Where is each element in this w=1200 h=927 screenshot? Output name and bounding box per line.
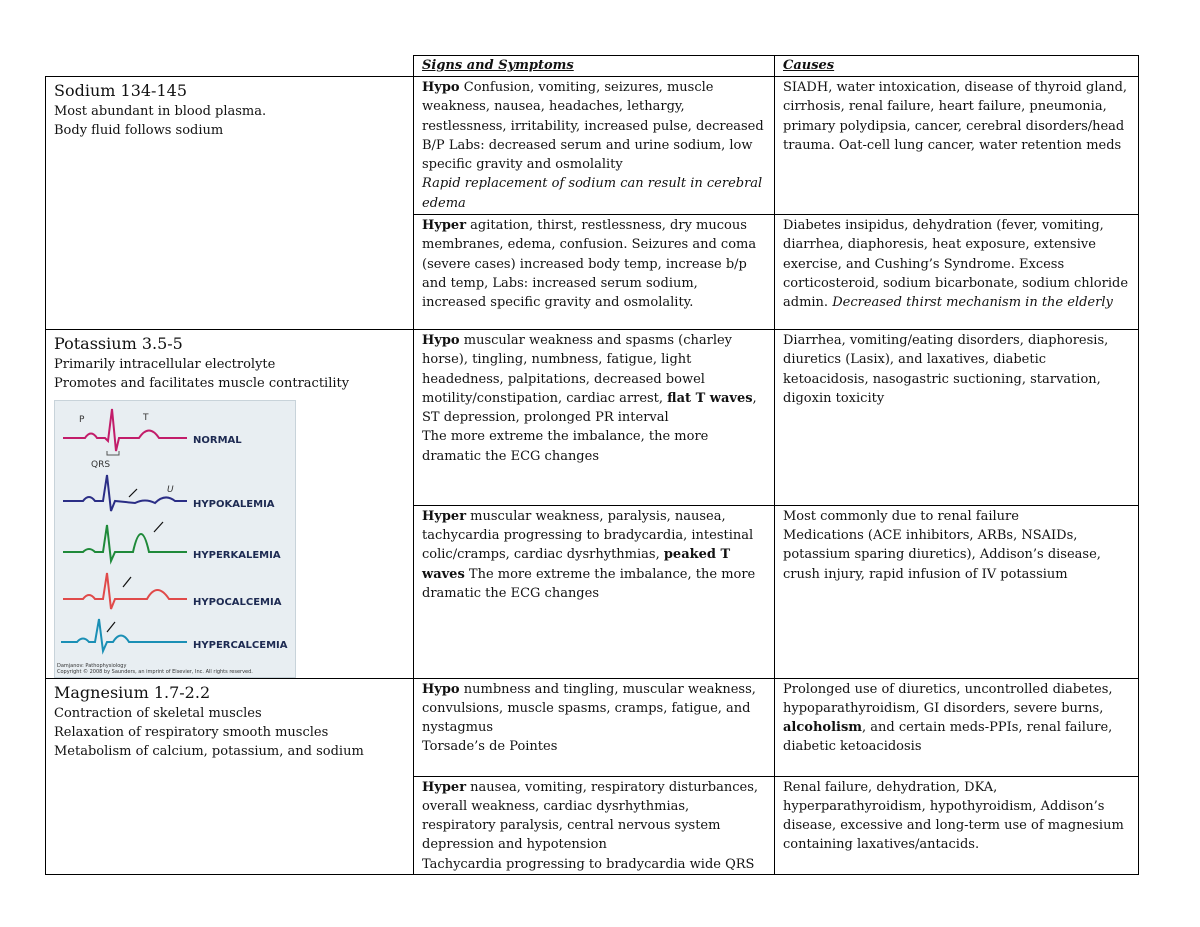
hyperkalemia-arrow — [154, 522, 163, 532]
ecg-label-hypocalcemia: HYPOCALCEMIA — [193, 596, 282, 608]
magnesium-hypo-causes-1: Prolonged use of diuretics, uncontrolled diabetes, hypoparathyroidism, GI disorders, severe burns, — [783, 681, 1113, 716]
hypocalcemia-arrow — [123, 577, 131, 587]
sodium-hypo-signs — [414, 77, 775, 215]
ecg-label-hypokalemia: HYPOKALEMIA — [193, 498, 275, 510]
potassium-hypo-bold: flat T waves — [667, 390, 753, 406]
potassium-hypo-causes: Diarrhea, vomiting/eating disorders, diaphoresis, diuretics (Lasix), and laxatives, diabetic ketoacidosis, nasogastric suctioning, starvation, digoxin toxicity — [775, 330, 1139, 506]
magnesium-hyper-label: Hyper — [422, 779, 467, 795]
ecg-hypocalcemia-trace — [63, 573, 187, 609]
sodium-hyper-label: Hyper — [422, 218, 467, 233]
potassium-hyper-text-2: The more extreme the imbalance, the more dramatic the ECG changes — [422, 566, 756, 602]
magnesium-hypo-text: numbness and tingling, muscular weakness, convulsions, muscle spasms, cramps, fatigue, and nystagmus — [422, 681, 756, 736]
magnesium-hyper-signs — [414, 776, 775, 874]
magnesium-title: Magnesium 1.7-2.2 — [54, 682, 211, 702]
magnesium-desc-2: Relaxation of respiratory smooth muscles — [54, 724, 329, 740]
sodium-hyper-signs — [414, 215, 775, 330]
magnesium-hyper-text: nausea, vomiting, respiratory disturbances, overall weakness, cardiac dysrhythmias, respiratory paralysis, central nervous system depression and hypotension — [422, 779, 759, 853]
ecg-changes-image — [54, 400, 296, 678]
sodium-cell — [46, 77, 414, 330]
sodium-desc-2: Body fluid follows sodium — [54, 123, 224, 139]
potassium-hyper-bold: peaked T waves — [422, 547, 731, 582]
sodium-hyper-causes — [775, 215, 1139, 330]
wave-label-p: P — [79, 414, 85, 425]
sodium-hypo-row — [46, 77, 1139, 215]
ecg-label-hypercalcemia: HYPERCALCEMIA — [193, 639, 288, 651]
sodium-hyper-text: agitation, thirst, restlessness, dry mucous membranes, edema, confusion. Seizures and coma (severe cases) increased body temp, increase b/p and temp, Labs: increased serum sodium, increased specific gravity and osmolality. — [422, 218, 757, 311]
header-causes: Causes — [775, 56, 1139, 77]
sodium-hyper-causes-text: Diabetes insipidus, dehydration (fever, vomiting, diarrhea, diaphoresis, heat exposure, extensive exercise, and Cushing’s Syndrome. Excess corticosteroid, sodium bicarbonate, sodium chloride admin. — [783, 218, 1129, 311]
magnesium-desc-1: Contraction of skeletal muscles — [54, 705, 262, 721]
magnesium-hypo-row — [46, 678, 1139, 776]
magnesium-hypo-causes-bold: alcoholism — [783, 720, 863, 736]
hypokalemia-arrow — [129, 489, 137, 497]
sodium-hypo-causes: SIADH, water intoxication, disease of thyroid gland, cirrhosis, renal failure, heart failure, pneumonia, primary polydipsia, cancer, cerebral disorders/head trauma. Oat-cell lung cancer, water retention meds — [775, 77, 1139, 215]
ecg-credit-2: Copyright © 2008 by Saunders, an imprint of Elsevier, Inc. All rights reserved. — [57, 668, 253, 675]
electrolyte-table — [45, 55, 1139, 875]
magnesium-hypo-signs — [414, 678, 775, 776]
potassium-hypo-text-2: , ST depression, prolonged PR interval — [422, 390, 757, 426]
potassium-desc-1: Primarily intracellular electrolyte — [54, 357, 276, 372]
header-row — [46, 56, 1139, 77]
potassium-hyper-signs — [414, 505, 775, 678]
ecg-credit-1: Damjanov: Pathophysiology — [57, 662, 127, 669]
wave-label-u: U — [167, 484, 174, 495]
potassium-hyper-text-1: muscular weakness, paralysis, nausea, tachycardia progressing to bradycardia, intestinal colic/cramps, cardiac dysrhythmias, — [422, 508, 754, 563]
magnesium-desc-3: Metabolism of calcium, potassium, and sodium — [54, 744, 364, 760]
ecg-credit — [57, 663, 253, 675]
qrs-bracket — [107, 451, 119, 455]
potassium-desc-2: Promotes and facilitates muscle contractility — [54, 376, 350, 392]
ecg-label-normal: NORMAL — [193, 434, 242, 446]
potassium-hypo-label: Hypo — [422, 333, 460, 348]
ecg-hypercalcemia-trace — [61, 619, 187, 651]
potassium-hyper-causes — [775, 505, 1139, 678]
potassium-hypo-text-3: The more extreme the imbalance, the more dramatic the ECG changes — [422, 429, 709, 464]
electrolyte-table-sheet — [45, 55, 1138, 875]
potassium-hyper-causes-1: Most commonly due to renal failure — [783, 508, 1019, 524]
magnesium-hyper-causes: Renal failure, dehydration, DKA, hyperparathyroidism, hypothyroidism, Addison’s disease, excessive and long-term use of magnesium containing laxatives/antacids. — [775, 776, 1139, 874]
potassium-hyper-label: Hyper — [422, 508, 467, 524]
potassium-hypo-row — [46, 330, 1139, 506]
sodium-hypo-note: Rapid replacement of sodium can result in cerebral edema — [422, 176, 763, 211]
potassium-hyper-causes-2: Medications (ACE inhibitors, ARBs, NSAIDs, potassium sparing diuretics), Addison’s disease, crush injury, rapid infusion of IV potassium — [783, 528, 1101, 582]
ecg-label-hyperkalemia: HYPERKALEMIA — [193, 549, 281, 561]
hypercalcemia-arrow — [107, 622, 115, 632]
magnesium-hypo-label: Hypo — [422, 681, 460, 697]
sodium-hypo-text: Confusion, vomiting, seizures, muscle weakness, nausea, headaches, lethargy, restlessness, irritability, increased pulse, decreased B/P Labs: decreased serum and urine sodium, low specific gravity and osmolality — [422, 80, 764, 173]
magnesium-hypo-causes — [775, 678, 1139, 776]
header-blank — [46, 56, 414, 77]
magnesium-hypo-causes-2: , and certain meds-PPIs, renal failure, diabetic ketoacidosis — [783, 720, 1113, 755]
ecg-hyperkalemia-trace — [63, 525, 187, 561]
wave-label-t: T — [143, 412, 149, 423]
magnesium-hypo-text-2: Torsade’s de Pointes — [422, 739, 558, 755]
potassium-hypo-text-1: muscular weakness and spasms (charley horse), tingling, numbness, fatigue, light headedness, palpitations, decreased bowel motility/constipation, cardiac arrest, — [422, 333, 733, 406]
wave-label-qrs: QRS — [91, 459, 111, 470]
potassium-hypo-signs — [414, 330, 775, 506]
sodium-desc-1: Most abundant in blood plasma. — [54, 104, 267, 119]
sodium-hypo-label: Hypo — [422, 80, 460, 95]
magnesium-cell — [46, 678, 414, 874]
potassium-cell — [46, 330, 414, 679]
header-signs: Signs and Symptoms — [414, 56, 775, 77]
potassium-title: Potassium 3.5-5 — [54, 334, 183, 353]
sodium-title: Sodium 134-145 — [54, 81, 187, 100]
magnesium-hyper-text-2: Tachycardia progressing to bradycardia wide QRS — [422, 856, 755, 872]
sodium-hyper-causes-note: Decreased thirst mechanism in the elderly — [832, 295, 1113, 311]
